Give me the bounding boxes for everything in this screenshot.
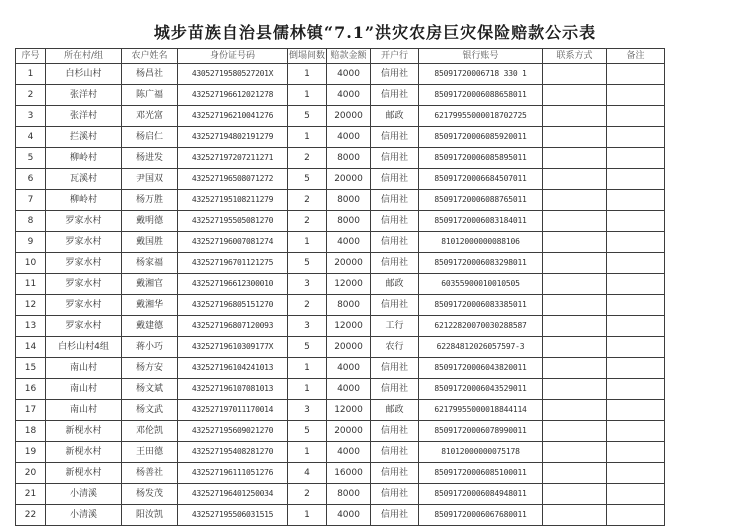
cell-village: 新枧水村 bbox=[46, 421, 122, 442]
cell-account: 85091720006043529011 bbox=[419, 379, 543, 400]
cell-note bbox=[607, 106, 665, 127]
cell-name: 陈广福 bbox=[122, 85, 178, 106]
cell-no: 4 bbox=[16, 127, 46, 148]
cell-id: 432527196210041276 bbox=[178, 106, 288, 127]
cell-rooms: 5 bbox=[288, 169, 327, 190]
cell-note bbox=[607, 253, 665, 274]
cell-no: 8 bbox=[16, 211, 46, 232]
compensation-table bbox=[15, 48, 665, 526]
cell-name: 邓光富 bbox=[122, 106, 178, 127]
cell-account: 85091720006085895011 bbox=[419, 148, 543, 169]
cell-contact bbox=[543, 232, 607, 253]
cell-contact bbox=[543, 127, 607, 148]
cell-note bbox=[607, 127, 665, 148]
cell-id: 432527195108211279 bbox=[178, 190, 288, 211]
cell-bank: 信用社 bbox=[371, 190, 419, 211]
cell-account: 81012000000075178 bbox=[419, 442, 543, 463]
cell-village: 白杉山村4组 bbox=[46, 337, 122, 358]
table-row bbox=[16, 253, 665, 274]
cell-account: 85091720006083385011 bbox=[419, 295, 543, 316]
cell-village: 张洋村 bbox=[46, 106, 122, 127]
cell-name: 杨文武 bbox=[122, 400, 178, 421]
cell-contact bbox=[543, 400, 607, 421]
cell-contact bbox=[543, 463, 607, 484]
col-header-rooms: 倒塌间数 bbox=[288, 49, 327, 64]
cell-id: 432527196807120093 bbox=[178, 316, 288, 337]
table-row bbox=[16, 274, 665, 295]
cell-contact bbox=[543, 253, 607, 274]
cell-amount: 4000 bbox=[327, 379, 371, 400]
cell-contact bbox=[543, 64, 607, 85]
cell-name: 戴建德 bbox=[122, 316, 178, 337]
cell-account: 85091720006088765011 bbox=[419, 190, 543, 211]
cell-no: 6 bbox=[16, 169, 46, 190]
cell-note bbox=[607, 379, 665, 400]
cell-account: 60355900010010505 bbox=[419, 274, 543, 295]
table-row bbox=[16, 463, 665, 484]
page-title: 城步苗族自治县儒林镇“7.1”洪灾农房巨灾保险赔款公示表 bbox=[153, 23, 597, 42]
cell-id: 432527196007081274 bbox=[178, 232, 288, 253]
table-row bbox=[16, 484, 665, 505]
cell-no: 3 bbox=[16, 106, 46, 127]
cell-village: 白杉山村 bbox=[46, 64, 122, 85]
cell-note bbox=[607, 400, 665, 421]
cell-rooms: 2 bbox=[288, 148, 327, 169]
cell-village: 张洋村 bbox=[46, 85, 122, 106]
table-row bbox=[16, 148, 665, 169]
table-row bbox=[16, 295, 665, 316]
cell-contact bbox=[543, 106, 607, 127]
cell-village: 罗家水村 bbox=[46, 316, 122, 337]
cell-amount: 12000 bbox=[327, 274, 371, 295]
cell-bank: 信用社 bbox=[371, 253, 419, 274]
cell-rooms: 5 bbox=[288, 421, 327, 442]
cell-id: 43052719580527201X bbox=[178, 64, 288, 85]
cell-id: 432527196612021278 bbox=[178, 85, 288, 106]
cell-amount: 12000 bbox=[327, 316, 371, 337]
cell-contact bbox=[543, 169, 607, 190]
table-row bbox=[16, 442, 665, 463]
cell-name: 戴湘官 bbox=[122, 274, 178, 295]
cell-amount: 4000 bbox=[327, 232, 371, 253]
cell-id: 432527196701121275 bbox=[178, 253, 288, 274]
cell-rooms: 3 bbox=[288, 316, 327, 337]
cell-note bbox=[607, 358, 665, 379]
cell-no: 20 bbox=[16, 463, 46, 484]
cell-bank: 信用社 bbox=[371, 295, 419, 316]
cell-amount: 20000 bbox=[327, 169, 371, 190]
cell-bank: 信用社 bbox=[371, 442, 419, 463]
cell-note bbox=[607, 442, 665, 463]
cell-village: 罗家水村 bbox=[46, 295, 122, 316]
cell-bank: 邮政 bbox=[371, 274, 419, 295]
cell-id: 432527195506031515 bbox=[178, 505, 288, 526]
cell-rooms: 1 bbox=[288, 85, 327, 106]
cell-note bbox=[607, 316, 665, 337]
table-row bbox=[16, 337, 665, 358]
cell-bank: 信用社 bbox=[371, 484, 419, 505]
cell-name: 杨启仁 bbox=[122, 127, 178, 148]
table-row bbox=[16, 64, 665, 85]
cell-id: 432527196612300010 bbox=[178, 274, 288, 295]
cell-no: 21 bbox=[16, 484, 46, 505]
cell-account: 62122820070030288587 bbox=[419, 316, 543, 337]
cell-rooms: 1 bbox=[288, 232, 327, 253]
cell-rooms: 5 bbox=[288, 106, 327, 127]
cell-village: 新枧水村 bbox=[46, 442, 122, 463]
table-row bbox=[16, 400, 665, 421]
cell-rooms: 1 bbox=[288, 127, 327, 148]
cell-amount: 8000 bbox=[327, 295, 371, 316]
header-row bbox=[16, 49, 665, 64]
col-header-village: 所在村/组 bbox=[46, 49, 122, 64]
cell-account: 85091720006085920011 bbox=[419, 127, 543, 148]
cell-id: 432527196107081013 bbox=[178, 379, 288, 400]
cell-name: 杨昌社 bbox=[122, 64, 178, 85]
cell-account: 85091720006083298011 bbox=[419, 253, 543, 274]
cell-name: 王田德 bbox=[122, 442, 178, 463]
cell-account: 85091720006684507011 bbox=[419, 169, 543, 190]
cell-no: 2 bbox=[16, 85, 46, 106]
cell-account: 62179955000018844114 bbox=[419, 400, 543, 421]
cell-amount: 8000 bbox=[327, 211, 371, 232]
cell-village: 小清溪 bbox=[46, 484, 122, 505]
cell-id: 432527195505081270 bbox=[178, 211, 288, 232]
cell-bank: 信用社 bbox=[371, 148, 419, 169]
cell-rooms: 1 bbox=[288, 64, 327, 85]
cell-rooms: 1 bbox=[288, 442, 327, 463]
cell-bank: 工行 bbox=[371, 316, 419, 337]
cell-village: 南山村 bbox=[46, 400, 122, 421]
cell-bank: 信用社 bbox=[371, 232, 419, 253]
cell-amount: 4000 bbox=[327, 358, 371, 379]
cell-rooms: 1 bbox=[288, 379, 327, 400]
cell-bank: 信用社 bbox=[371, 463, 419, 484]
cell-no: 19 bbox=[16, 442, 46, 463]
cell-contact bbox=[543, 379, 607, 400]
cell-note bbox=[607, 148, 665, 169]
cell-village: 柳岭村 bbox=[46, 190, 122, 211]
cell-no: 1 bbox=[16, 64, 46, 85]
cell-village: 新枧水村 bbox=[46, 463, 122, 484]
cell-amount: 8000 bbox=[327, 148, 371, 169]
cell-name: 尹国双 bbox=[122, 169, 178, 190]
cell-rooms: 3 bbox=[288, 274, 327, 295]
cell-note bbox=[607, 169, 665, 190]
cell-village: 罗家水村 bbox=[46, 211, 122, 232]
cell-note bbox=[607, 64, 665, 85]
cell-note bbox=[607, 421, 665, 442]
cell-village: 罗家水村 bbox=[46, 232, 122, 253]
cell-name: 杨万胜 bbox=[122, 190, 178, 211]
cell-contact bbox=[543, 190, 607, 211]
cell-name: 戴湘华 bbox=[122, 295, 178, 316]
table-row bbox=[16, 190, 665, 211]
cell-rooms: 5 bbox=[288, 253, 327, 274]
cell-village: 罗家水村 bbox=[46, 274, 122, 295]
cell-id: 432527194802191279 bbox=[178, 127, 288, 148]
cell-village: 拦溪村 bbox=[46, 127, 122, 148]
cell-id: 432527197011170014 bbox=[178, 400, 288, 421]
cell-no: 16 bbox=[16, 379, 46, 400]
cell-contact bbox=[543, 484, 607, 505]
cell-village: 柳岭村 bbox=[46, 148, 122, 169]
cell-account: 85091720006083184011 bbox=[419, 211, 543, 232]
cell-no: 7 bbox=[16, 190, 46, 211]
cell-name: 杨家福 bbox=[122, 253, 178, 274]
cell-note bbox=[607, 190, 665, 211]
cell-no: 9 bbox=[16, 232, 46, 253]
cell-contact bbox=[543, 274, 607, 295]
table-row bbox=[16, 106, 665, 127]
cell-bank: 信用社 bbox=[371, 211, 419, 232]
cell-rooms: 1 bbox=[288, 358, 327, 379]
cell-note bbox=[607, 295, 665, 316]
cell-id: 432527195408281270 bbox=[178, 442, 288, 463]
cell-bank: 邮政 bbox=[371, 400, 419, 421]
table-row bbox=[16, 127, 665, 148]
cell-amount: 8000 bbox=[327, 190, 371, 211]
cell-name: 杨文斌 bbox=[122, 379, 178, 400]
cell-no: 13 bbox=[16, 316, 46, 337]
cell-bank: 信用社 bbox=[371, 169, 419, 190]
cell-account: 85091720006718 330 1 bbox=[419, 64, 543, 85]
cell-name: 戴国胜 bbox=[122, 232, 178, 253]
cell-no: 17 bbox=[16, 400, 46, 421]
col-header-account: 银行账号 bbox=[419, 49, 543, 64]
cell-account: 85091720006067680011 bbox=[419, 505, 543, 526]
cell-bank: 邮政 bbox=[371, 106, 419, 127]
cell-note bbox=[607, 463, 665, 484]
cell-amount: 4000 bbox=[327, 85, 371, 106]
cell-bank: 信用社 bbox=[371, 127, 419, 148]
cell-contact bbox=[543, 421, 607, 442]
cell-no: 14 bbox=[16, 337, 46, 358]
cell-contact bbox=[543, 211, 607, 232]
table-row bbox=[16, 211, 665, 232]
cell-amount: 4000 bbox=[327, 442, 371, 463]
cell-name: 阳汝凯 bbox=[122, 505, 178, 526]
cell-rooms: 2 bbox=[288, 211, 327, 232]
col-header-bank: 开户行 bbox=[371, 49, 419, 64]
cell-note bbox=[607, 211, 665, 232]
cell-contact bbox=[543, 505, 607, 526]
cell-id: 432527197207211271 bbox=[178, 148, 288, 169]
col-header-name: 农户姓名 bbox=[122, 49, 178, 64]
cell-no: 12 bbox=[16, 295, 46, 316]
cell-bank: 信用社 bbox=[371, 358, 419, 379]
cell-account: 85091720006084948011 bbox=[419, 484, 543, 505]
cell-village: 南山村 bbox=[46, 379, 122, 400]
cell-bank: 信用社 bbox=[371, 85, 419, 106]
cell-note bbox=[607, 337, 665, 358]
cell-name: 邓伦凯 bbox=[122, 421, 178, 442]
cell-village: 罗家水村 bbox=[46, 253, 122, 274]
cell-note bbox=[607, 85, 665, 106]
cell-note bbox=[607, 274, 665, 295]
cell-rooms: 3 bbox=[288, 400, 327, 421]
cell-amount: 20000 bbox=[327, 337, 371, 358]
cell-id: 432527196805151270 bbox=[178, 295, 288, 316]
cell-bank: 信用社 bbox=[371, 64, 419, 85]
table-row bbox=[16, 169, 665, 190]
col-header-no: 序号 bbox=[16, 49, 46, 64]
cell-name: 蒋小巧 bbox=[122, 337, 178, 358]
cell-contact bbox=[543, 316, 607, 337]
cell-account: 85091720006085100011 bbox=[419, 463, 543, 484]
cell-account: 85091720006088658011 bbox=[419, 85, 543, 106]
cell-amount: 20000 bbox=[327, 421, 371, 442]
cell-rooms: 2 bbox=[288, 190, 327, 211]
cell-no: 10 bbox=[16, 253, 46, 274]
table-row bbox=[16, 85, 665, 106]
cell-village: 小清溪 bbox=[46, 505, 122, 526]
cell-amount: 12000 bbox=[327, 400, 371, 421]
cell-amount: 8000 bbox=[327, 484, 371, 505]
cell-contact bbox=[543, 337, 607, 358]
cell-note bbox=[607, 484, 665, 505]
col-header-amount: 赔款金额 bbox=[327, 49, 371, 64]
cell-account: 81012000000088106 bbox=[419, 232, 543, 253]
table-row bbox=[16, 358, 665, 379]
table-row bbox=[16, 421, 665, 442]
cell-id: 432527196401250034 bbox=[178, 484, 288, 505]
cell-rooms: 5 bbox=[288, 337, 327, 358]
cell-no: 15 bbox=[16, 358, 46, 379]
table-row bbox=[16, 232, 665, 253]
cell-name: 杨进发 bbox=[122, 148, 178, 169]
cell-amount: 4000 bbox=[327, 505, 371, 526]
cell-name: 杨善社 bbox=[122, 463, 178, 484]
cell-amount: 4000 bbox=[327, 64, 371, 85]
cell-account: 62179955000018702725 bbox=[419, 106, 543, 127]
cell-id: 43252719610309177X bbox=[178, 337, 288, 358]
table-row bbox=[16, 505, 665, 526]
cell-contact bbox=[543, 442, 607, 463]
cell-village: 瓦溪村 bbox=[46, 169, 122, 190]
cell-contact bbox=[543, 295, 607, 316]
cell-no: 18 bbox=[16, 421, 46, 442]
cell-account: 62284812026057597-3 bbox=[419, 337, 543, 358]
cell-village: 南山村 bbox=[46, 358, 122, 379]
table-body bbox=[16, 64, 665, 526]
cell-no: 5 bbox=[16, 148, 46, 169]
col-header-note: 备注 bbox=[607, 49, 665, 64]
cell-contact bbox=[543, 358, 607, 379]
cell-note bbox=[607, 505, 665, 526]
cell-amount: 16000 bbox=[327, 463, 371, 484]
cell-name: 杨方安 bbox=[122, 358, 178, 379]
cell-amount: 20000 bbox=[327, 253, 371, 274]
cell-no: 11 bbox=[16, 274, 46, 295]
col-header-id: 身份证号码 bbox=[178, 49, 288, 64]
cell-id: 432527196104241013 bbox=[178, 358, 288, 379]
cell-note bbox=[607, 232, 665, 253]
cell-id: 432527196508071272 bbox=[178, 169, 288, 190]
cell-name: 戴明德 bbox=[122, 211, 178, 232]
cell-bank: 信用社 bbox=[371, 379, 419, 400]
cell-id: 432527196111051276 bbox=[178, 463, 288, 484]
cell-bank: 信用社 bbox=[371, 421, 419, 442]
cell-amount: 20000 bbox=[327, 106, 371, 127]
cell-contact bbox=[543, 85, 607, 106]
cell-rooms: 2 bbox=[288, 484, 327, 505]
col-header-contact: 联系方式 bbox=[543, 49, 607, 64]
cell-no: 22 bbox=[16, 505, 46, 526]
cell-amount: 4000 bbox=[327, 127, 371, 148]
cell-rooms: 2 bbox=[288, 295, 327, 316]
cell-account: 85091720006043820011 bbox=[419, 358, 543, 379]
cell-rooms: 4 bbox=[288, 463, 327, 484]
cell-bank: 信用社 bbox=[371, 505, 419, 526]
table-row bbox=[16, 316, 665, 337]
cell-bank: 农行 bbox=[371, 337, 419, 358]
cell-contact bbox=[543, 148, 607, 169]
cell-name: 杨发茂 bbox=[122, 484, 178, 505]
table-row bbox=[16, 379, 665, 400]
cell-account: 85091720006078990011 bbox=[419, 421, 543, 442]
cell-rooms: 1 bbox=[288, 505, 327, 526]
cell-id: 432527195609021270 bbox=[178, 421, 288, 442]
